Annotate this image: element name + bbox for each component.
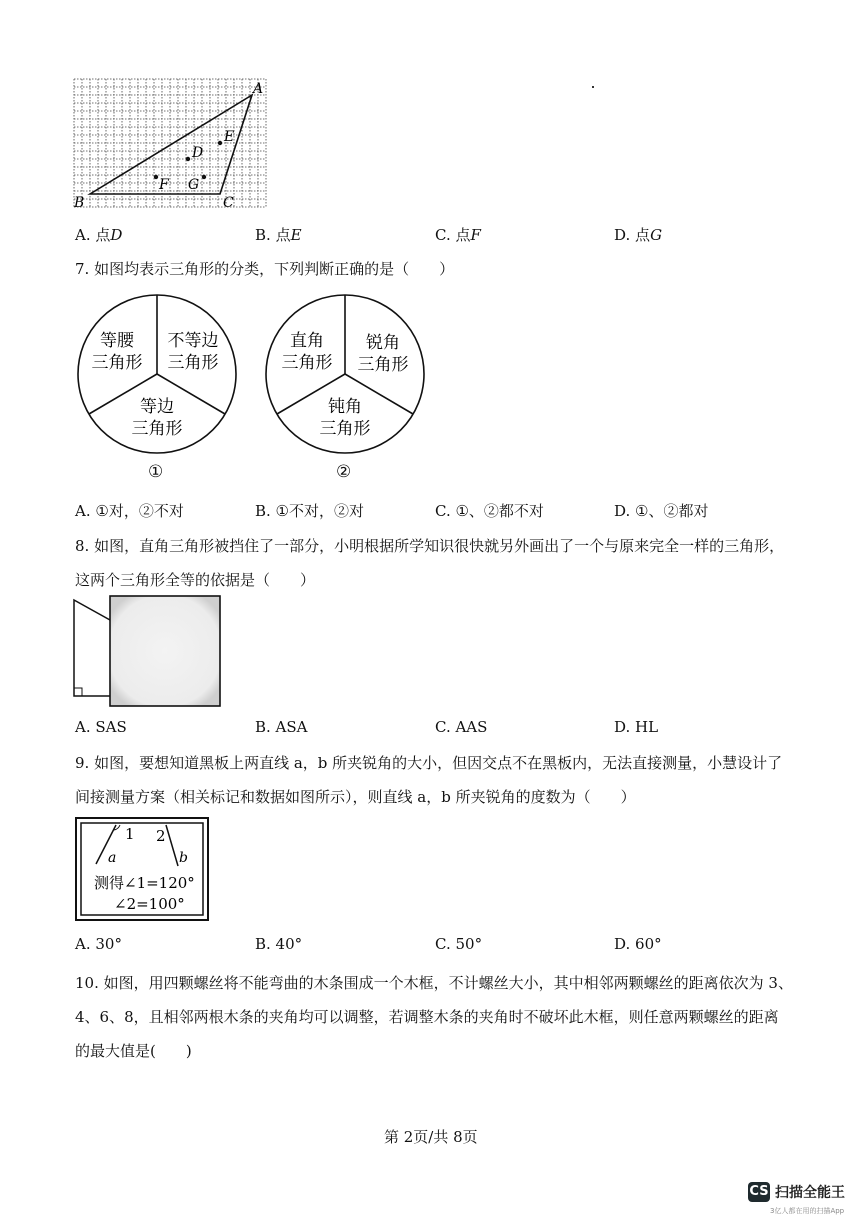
- c1-sector2-line2: 三角形: [167, 353, 219, 373]
- q10-stem-line3: 的最大值是( ): [75, 1042, 192, 1060]
- point-d: [186, 157, 190, 161]
- line-a-label: a: [108, 850, 117, 866]
- c2-sector1-line1: 直角: [290, 331, 324, 351]
- q7-option-b[interactable]: B. ①不对，②对: [255, 502, 365, 520]
- q9-option-a[interactable]: A. 30°: [75, 935, 122, 953]
- q8-figure: [70, 592, 230, 712]
- c1-sector1-line2: 三角形: [91, 353, 143, 373]
- point-f: [154, 175, 158, 179]
- q8-option-b[interactable]: B. ASA: [255, 718, 308, 736]
- hidden-triangle: [74, 600, 110, 696]
- q6-option-a[interactable]: A. 点D: [75, 226, 123, 244]
- q7-option-c[interactable]: C. ①、②都不对: [435, 502, 544, 520]
- c2-sector2-line2: 三角形: [357, 355, 409, 375]
- label-g: G: [188, 177, 200, 193]
- line-b-label: b: [179, 850, 188, 866]
- q8-stem-line2: 这两个三角形全等的依据是（ ）: [75, 571, 316, 589]
- label-c: C: [223, 195, 234, 211]
- q9-option-d[interactable]: D. 60°: [614, 935, 662, 953]
- c2-sector1-line2: 三角形: [281, 353, 333, 373]
- c1-sector1-line1: 等腰: [100, 331, 134, 351]
- scanner-tagline: 3亿人都在用的扫描App: [770, 1207, 845, 1215]
- q8-option-c[interactable]: C. AAS: [435, 718, 488, 736]
- q7-option-a[interactable]: A. ①对，②不对: [75, 502, 184, 520]
- q9-blackboard: [74, 816, 210, 922]
- angle-2-label: 2: [156, 827, 166, 845]
- c2-sector3-line1: 钝角: [328, 397, 362, 417]
- c1-sector3-line1: 等边: [140, 397, 174, 417]
- q8-stem-line1: 8. 如图，直角三角形被挡住了一部分，小明根据所学知识很快就另外画出了一个与原来完全一样的三角形，: [75, 537, 785, 555]
- scanner-name: 扫描全能王: [775, 1185, 845, 1201]
- page-footer: 第 2页/共 8页: [384, 1128, 478, 1146]
- q9-stem-line2: 间接测量方案（相关标记和数据如图所示），则直线 a，b 所夹锐角的度数为（ ）: [75, 788, 636, 806]
- c2-sector3-line2: 三角形: [319, 419, 371, 439]
- q6-grid-figure: [70, 75, 270, 215]
- label-d: D: [192, 145, 204, 161]
- q9-stem-line1: 9. 如图，要想知道黑板上两直线 a，b 所夹锐角的大小，但因交点不在黑板内，无法直接测量，小慧设计了: [75, 754, 783, 772]
- q7-circle-2: [263, 292, 427, 456]
- measure-1: 测得∠1=120°: [94, 874, 195, 892]
- q9-option-b[interactable]: B. 40°: [255, 935, 303, 953]
- q7-option-d[interactable]: D. ①、②都对: [614, 502, 709, 520]
- c1-sector2-line1: 不等边: [167, 331, 219, 351]
- c2-sector2-line1: 锐角: [366, 333, 400, 353]
- point-g: [202, 175, 206, 179]
- q6-option-b[interactable]: B. 点E: [255, 226, 302, 244]
- q7-circle-1: [75, 292, 239, 456]
- label-f: F: [159, 177, 169, 193]
- stray-dot: [592, 86, 594, 88]
- q7-caption-1: ①: [148, 462, 164, 482]
- angle-1-label: 1: [125, 825, 135, 843]
- q7-caption-2: ②: [336, 462, 352, 482]
- line-b: [166, 825, 178, 866]
- point-e: [218, 141, 222, 145]
- q8-option-d[interactable]: D. HL: [614, 718, 659, 736]
- q6-option-d[interactable]: D. 点G: [614, 226, 663, 244]
- q7-stem: 7. 如图均表示三角形的分类，下列判断正确的是（ ）: [75, 260, 455, 278]
- measure-2: ∠2=100°: [114, 895, 185, 913]
- label-a: A: [253, 81, 264, 97]
- q8-option-a[interactable]: A. SAS: [75, 718, 127, 736]
- q6-option-c[interactable]: C. 点F: [435, 226, 481, 244]
- q9-option-c[interactable]: C. 50°: [435, 935, 483, 953]
- q10-stem-line2: 4、6、8，且相邻两根木条的夹角均可以调整，若调整木条的夹角时不破坏此木框，则任意两颗螺丝的距离: [75, 1008, 779, 1026]
- label-b: B: [74, 195, 85, 211]
- label-e: E: [224, 129, 235, 145]
- scanner-logo-icon: CS: [748, 1182, 770, 1202]
- cover-board: [110, 596, 220, 706]
- c1-sector3-line2: 三角形: [131, 419, 183, 439]
- q10-stem-line1: 10. 如图，用四颗螺丝将不能弯曲的木条围成一个木框，不计螺丝大小，其中相邻两颗螺丝的距离依次为 3、: [75, 974, 793, 992]
